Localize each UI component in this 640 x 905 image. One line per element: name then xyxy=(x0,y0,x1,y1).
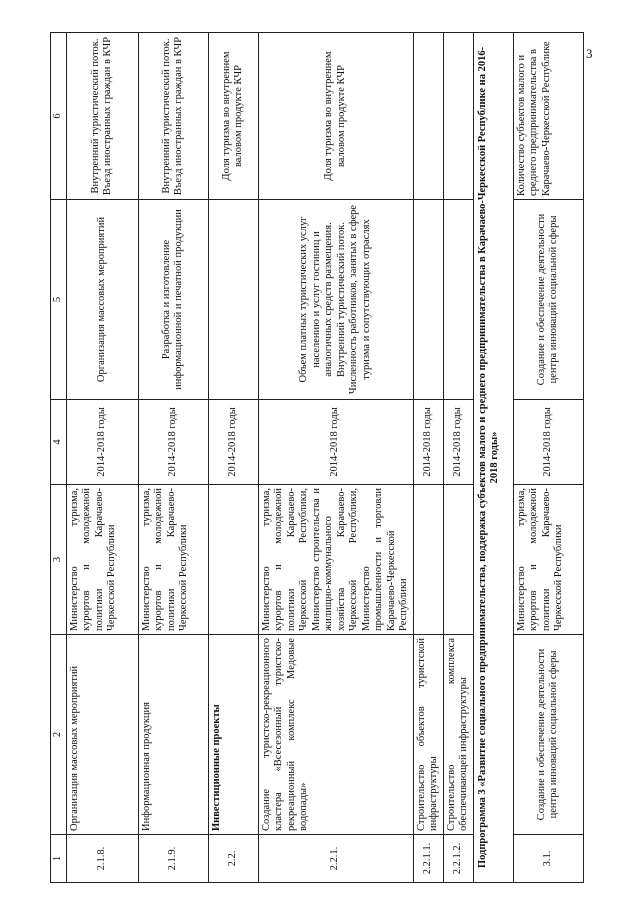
table-row xyxy=(208,33,258,883)
table-row xyxy=(138,33,208,883)
row-number: 2.2.1.1. xyxy=(413,835,443,883)
empty-cell xyxy=(443,200,473,400)
row-name: Организация массовых мероприятий xyxy=(66,635,138,835)
row-name: Информационная продукция xyxy=(138,635,208,835)
row-period: 2014-2018 годы xyxy=(258,400,413,485)
row-indicator: Доля туризма во внутреннем валовом продукте КЧР xyxy=(208,33,258,200)
row-number: 2.2. xyxy=(208,835,258,883)
row-number: 2.2.1. xyxy=(258,835,413,883)
row-name: Строительство комплекса обеспечивающей инфраструктуры xyxy=(443,635,473,835)
subprogram-title: Подпрограмма 3 «Развитие социального предпринимательства, поддержка субъектов малого и среднего предпринимательства в Карачаево-Черкесской Республике на 2016-2018 годы» xyxy=(473,33,513,883)
row-executor: Министерство туризма, курортов и молодежной политики Карачаево-Черкесской Республики xyxy=(66,485,138,635)
subprogram-row xyxy=(473,33,513,883)
row-period: 2014-2018 годы xyxy=(513,400,583,485)
header-row xyxy=(51,33,67,883)
row-executor: Министерство туризма, курортов и молодежной политики Карачаево-Черкесской Республики, Министерство строительства и жилищно-коммунального хозяйства Карачаево-Черкесской Республики, Министерство промышленности и торговли Карачаево-Черкесской Республики xyxy=(258,485,413,635)
row-period: 2014-2018 годы xyxy=(208,400,258,485)
table-row xyxy=(443,33,473,883)
row-indicator: Доля туризма во внутреннем валовом продукте КЧР xyxy=(258,33,413,200)
row-number: 3.1. xyxy=(513,835,583,883)
table-row xyxy=(66,33,138,883)
col-header-2: 2 xyxy=(51,635,67,835)
row-result: Разработка и изготовление информационной и печатной продукции xyxy=(138,200,208,400)
row-period: 2014-2018 годы xyxy=(443,400,473,485)
program-table xyxy=(50,32,584,883)
row-indicator: Внутренний туристический поток. Въезд иностранных граждан в КЧР xyxy=(66,33,138,200)
row-executor: Министерство туризма, курортов и молодежной политики Карачаево-Черкесской Республики xyxy=(138,485,208,635)
table-row xyxy=(258,33,413,883)
col-header-4: 4 xyxy=(51,400,67,485)
col-header-3: 3 xyxy=(51,485,67,635)
empty-cell xyxy=(443,33,473,200)
row-period: 2014-2018 годы xyxy=(138,400,208,485)
table-row xyxy=(513,33,583,883)
row-period: 2014-2018 годы xyxy=(66,400,138,485)
col-header-6: 6 xyxy=(51,33,67,200)
row-indicator: Количество субъектов малого и среднего предпринимательства в Карачаево-Черкесской Республике xyxy=(513,33,583,200)
page-number: 3 xyxy=(586,46,593,61)
row-result xyxy=(208,200,258,400)
table-row xyxy=(413,33,443,883)
empty-cell xyxy=(413,485,443,635)
row-executor xyxy=(208,485,258,635)
empty-cell xyxy=(413,200,443,400)
col-header-1: 1 xyxy=(51,835,67,883)
row-number: 2.2.1.2. xyxy=(443,835,473,883)
row-name: Создание и обеспечение деятельности центра инноваций социальной сферы xyxy=(513,635,583,835)
row-number: 2.1.8. xyxy=(66,835,138,883)
row-result: Создание и обеспечение деятельности центра инноваций социальной сферы xyxy=(513,200,583,400)
rotated-table-container xyxy=(50,33,610,883)
row-name: Строительство объектов туристской инфраструктуры xyxy=(413,635,443,835)
row-result: Объем платных туристических услуг населению и услуг гостиниц и аналогичных средств размещения. Внутренний туристический поток. Численность работников, занятых в сфере туризма и сопутствующих отраслях xyxy=(258,200,413,400)
col-header-5: 5 xyxy=(51,200,67,400)
empty-cell xyxy=(413,33,443,200)
row-name: Инвестиционные проекты xyxy=(208,635,258,835)
empty-cell xyxy=(443,485,473,635)
row-period: 2014-2018 годы xyxy=(413,400,443,485)
row-result: Организация массовых мероприятий xyxy=(66,200,138,400)
row-indicator: Внутренний туристический поток. Въезд иностранных граждан в КЧР xyxy=(138,33,208,200)
row-name: Создание туристско-рекреационного кластера «Всесезонный туристско-рекреационный комплекс Медовые водопады» xyxy=(258,635,413,835)
row-number: 2.1.9. xyxy=(138,835,208,883)
row-executor: Министерство туризма, курортов и молодежной политики Карачаево-Черкесской Республики xyxy=(513,485,583,635)
